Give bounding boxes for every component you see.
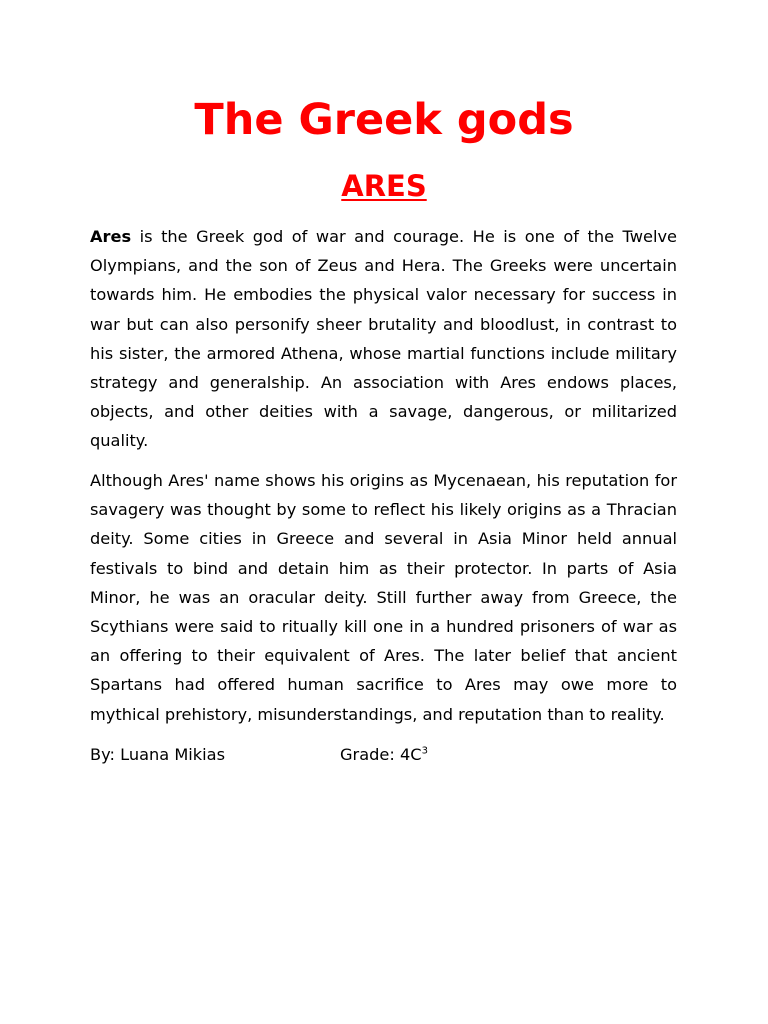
author-name: By: Luana Mikias [90, 745, 226, 764]
paragraph-2: Although Ares' name shows his origins as Mycenaean, his reputation for savagery was thought by some to reflect his likely origins as a Thracian deity. Some cities in Greece and several in Asia Minor held annual festivals to bind and detain him as their protector. In parts of Asia Minor, he was an oracular deity. Still further away from Greece, the Scythians were said to ritually kill one in a hundred prisoners of war as an offering to their equivalent of Ares. The later belief that ancient Spartans had offered human sacrifice to Ares may owe more to mythical prehistory, misunderstandings, and reputation than to reality. [90, 471, 677, 724]
grade [340, 740, 428, 769]
paragraph-1-text: is the Greek god of war and courage. He is one of the Twelve Olympians, and the son of Zeus and Hera. The Greeks were uncertain towards him. He embodies the physical valor necessary for success in war but can also personify sheer brutality and bloodlust, in contrast to his sister, the armored Athena, whose martial functions include military strategy and generalship. An association with Ares endows places, objects, and other deities with a savage, dangerous, or militarized quality. [90, 227, 677, 451]
page-title: The Greek gods [194, 95, 574, 145]
paragraph-1 [90, 222, 677, 456]
section-heading-text: ARES [341, 169, 427, 203]
paragraph-1-lead: Ares [90, 227, 132, 246]
byline [90, 740, 677, 769]
grade-superscript: 3 [421, 745, 428, 757]
section-heading [0, 166, 768, 206]
grade-label: Grade: 4C [340, 745, 422, 764]
